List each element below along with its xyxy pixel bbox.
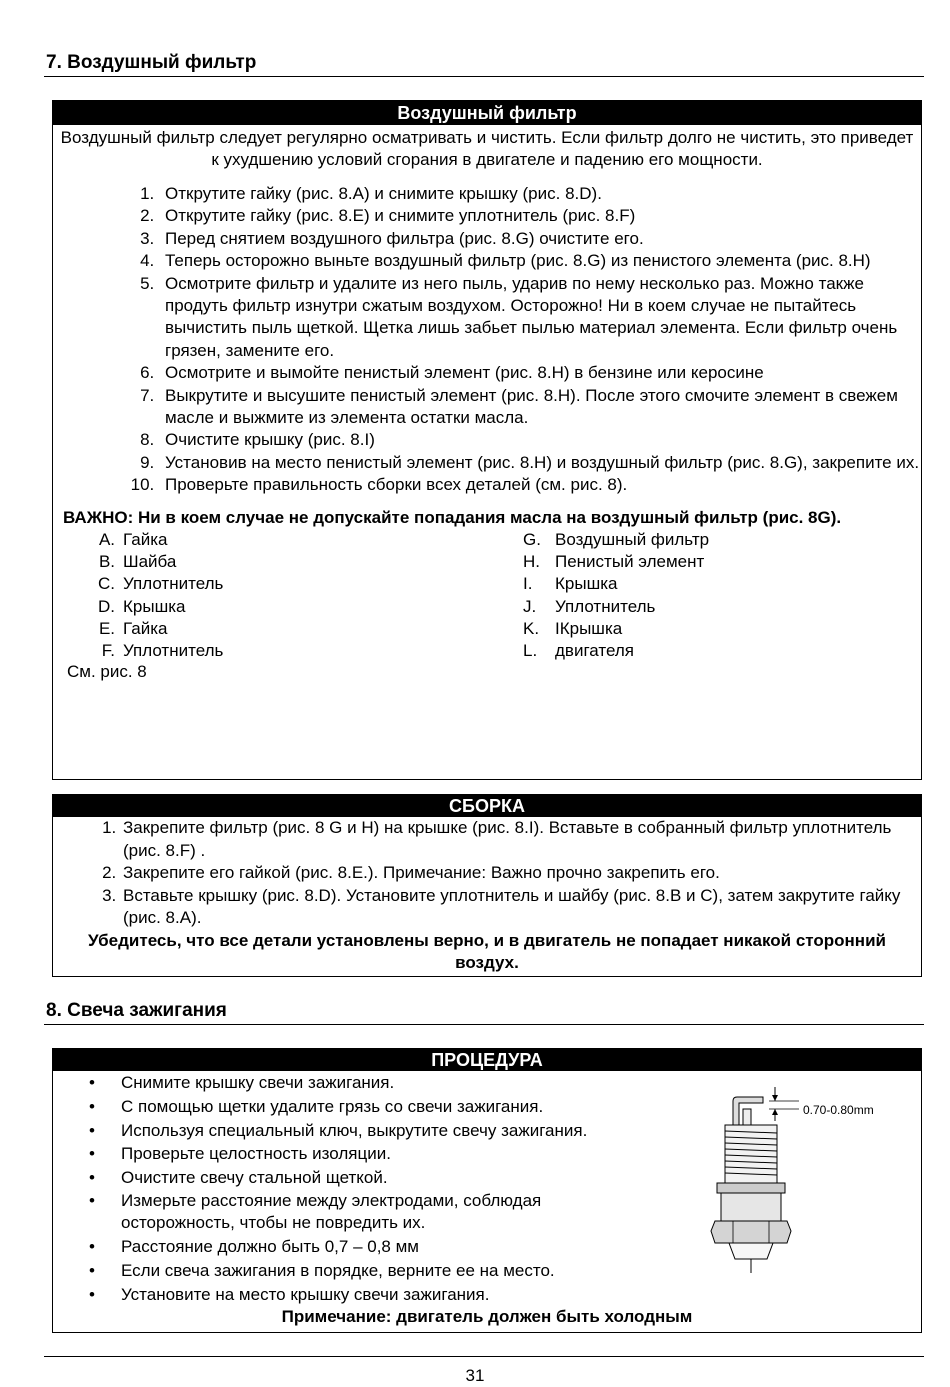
legend-key: G.: [523, 529, 541, 549]
assembly-box: [52, 794, 922, 977]
legend-key: F.: [101, 641, 115, 661]
section-8-title: 8. Свеча зажигания: [46, 1000, 227, 1021]
legend-label: двигателя: [555, 641, 634, 661]
list-item: 7. Выкрутите и высушите пенистый элемент (рис. 8.H). После этого смочите элемент в свежем масле и выжмите из элемента остатки масла.: [159, 385, 921, 430]
legend-key: A.: [98, 529, 115, 549]
legend-row: [83, 529, 223, 551]
legend-row: [523, 618, 709, 640]
list-item: • Установите на место крышку свечи зажигания.: [121, 1283, 611, 1307]
assembly-box-title: СБОРКА: [53, 795, 921, 817]
section-7-title: 7. Воздушный фильтр: [46, 52, 257, 73]
list-item: • С помощью щетки удалите грязь со свечи зажигания.: [121, 1095, 611, 1119]
assembly-steps: [53, 817, 921, 930]
legend-key: H.: [523, 551, 540, 571]
list-item: 1. Закрепите фильтр (рис. 8 G и H) на крышке (рис. 8.I). Вставьте в собранный фильтр уплотнитель (рис. 8.F) .: [121, 817, 921, 862]
legend-key: C.: [98, 574, 115, 594]
legend-label: Гайка: [123, 529, 168, 549]
section-7-rule: [44, 76, 924, 77]
legend-row: [83, 640, 223, 662]
parts-legend: [53, 529, 921, 661]
legend-key: J.: [523, 596, 537, 616]
list-item: 3. Вставьте крышку (рис. 8.D). Установите уплотнитель и шайбу (рис. 8.B и C), затем закрутите гайку (рис. 8.A).: [121, 885, 921, 930]
list-item: • Проверьте целостность изоляции.: [121, 1142, 611, 1166]
list-item: • Очистите свечу стальной щеткой.: [121, 1166, 611, 1190]
legend-label: Пенистый элемент: [555, 551, 705, 571]
legend-label: Уплотнитель: [123, 641, 224, 661]
list-item: 5. Осмотрите фильтр и удалите из него пыль, ударив по нему несколько раз. Можно также продуть фильтр изнутри сжатым воздухом. Осторожно! Ни в коем случае не пытайтесь вычистить пыль щеткой. Щетка лишь забьет пылью материал элемента. Если фильтр очень грязен, замените его.: [159, 273, 921, 363]
gap-measurement-label: 0.70-0.80mm: [803, 1103, 874, 1117]
legend-label: Уплотнитель: [123, 574, 224, 594]
legend-row: [83, 596, 223, 618]
legend-key: E.: [98, 618, 115, 638]
list-item: 2. Открутите гайку (рис. 8.E) и снимите уплотнитель (рис. 8.F): [159, 205, 921, 227]
page-number: 31: [465, 1366, 485, 1385]
list-item: • Измерьте расстояние между электродами, соблюдая осторожность, чтобы не повредить их.: [121, 1190, 611, 1235]
list-item: 2. Закрепите его гайкой (рис. 8.E.). Примечание: Важно прочно закрепить его.: [121, 862, 921, 885]
list-item: • Снимите крышку свечи зажигания.: [121, 1071, 611, 1095]
section-8-rule: [44, 1024, 924, 1025]
list-item: • Расстояние должно быть 0,7 – 0,8 мм: [121, 1235, 611, 1259]
legend-key: D.: [98, 596, 115, 616]
legend-label: Шайба: [123, 551, 177, 571]
legend-key: K.: [523, 618, 540, 638]
list-item: 3. Перед снятием воздушного фильтра (рис. 8.G) очистите его.: [159, 228, 921, 250]
legend-row: [83, 573, 223, 595]
procedure-bullets: [53, 1071, 611, 1306]
list-item: 6. Осмотрите и вымойте пенистый элемент (рис. 8.H) в бензине или керосине: [159, 362, 921, 384]
air-filter-steps: [53, 183, 921, 497]
see-figure-note: См. рис. 8: [67, 661, 147, 681]
list-item: 1. Открутите гайку (рис. 8.A) и снимите крышку (рис. 8.D).: [159, 183, 921, 205]
legend-right-column: [523, 529, 709, 663]
legend-label: Крышка: [123, 596, 186, 616]
footer-rule: [44, 1356, 924, 1357]
legend-label: Уплотнитель: [555, 596, 656, 616]
procedure-box: [52, 1048, 922, 1333]
legend-key: B.: [98, 551, 115, 571]
important-note: ВАЖНО: Ни в коем случае не допускайте попадания масла на воздушный фильтр (рис. 8G).: [63, 507, 842, 527]
list-item: • Используя специальный ключ, выкрутите свечу зажигания.: [121, 1119, 611, 1143]
legend-key: L.: [523, 641, 538, 661]
legend-label: IКрышка: [555, 618, 623, 638]
legend-key: I.: [523, 574, 533, 594]
list-item: 10. Проверьте правильность сборки всех деталей (см. рис. 8).: [159, 474, 921, 496]
legend-row: [83, 618, 223, 640]
list-item: 8. Очистите крышку (рис. 8.I): [159, 429, 921, 451]
legend-label: Воздушный фильтр: [555, 529, 710, 549]
assembly-note: Убедитесь, что все детали установлены верно, и в двигатель не попадает никакой сторонний воздух.: [88, 930, 886, 972]
procedure-box-title: ПРОЦЕДУРА: [53, 1049, 921, 1071]
legend-row: [83, 551, 223, 573]
procedure-note: Примечание: двигатель должен быть холодным: [281, 1307, 693, 1327]
list-item: • Если свеча зажигания в порядке, верните ее на место.: [121, 1259, 611, 1283]
legend-label: Крышка: [555, 574, 618, 594]
legend-left-column: [83, 529, 223, 663]
air-filter-intro: Воздушный фильтр следует регулярно осматривать и чистить. Если фильтр долго не чистить, это приведет к ухудшению условий сгорания в двигателе и падению его мощности.: [60, 128, 914, 169]
legend-row: [523, 596, 709, 618]
air-filter-box-title: Воздушный фильтр: [53, 101, 921, 125]
air-filter-box: [52, 100, 922, 780]
legend-row: [523, 551, 709, 573]
legend-row: [523, 640, 709, 662]
legend-row: [523, 529, 709, 551]
list-item: 4. Теперь осторожно выньте воздушный фильтр (рис. 8.G) из пенистого элемента (рис. 8.H): [159, 250, 921, 272]
legend-row: [523, 573, 709, 595]
legend-label: Гайка: [123, 618, 168, 638]
list-item: 9. Установив на место пенистый элемент (рис. 8.H) и воздушный фильтр (рис. 8.G), закрепите их.: [159, 452, 921, 474]
